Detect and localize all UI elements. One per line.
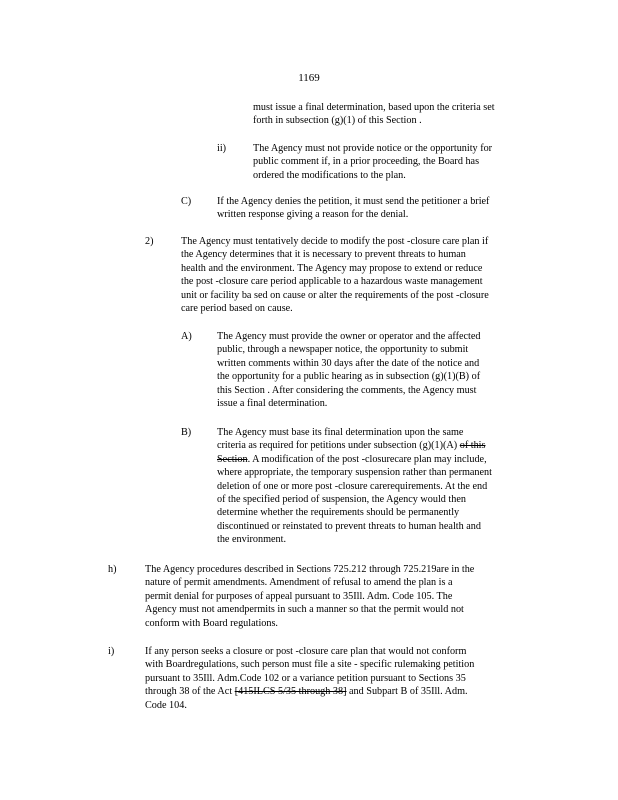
text-line xyxy=(217,453,532,466)
text-line: Agency must not amendpermits in such a manner so that the permit would not xyxy=(145,604,464,616)
paragraph-C xyxy=(217,195,539,222)
text-line: If the Agency denies the petition, it must send the petitioner a brief xyxy=(217,196,490,207)
paragraph-B xyxy=(217,426,532,547)
text-fragment: through 38 of the Act xyxy=(145,686,235,698)
paragraph-i xyxy=(145,645,535,712)
text-fragment: . A modification of the post -closurecare plan may include, xyxy=(247,453,487,465)
text-line: pursuant to 35Ill. Adm.Code 102 or a variance petition pursuant to Sections 35 xyxy=(145,672,466,684)
text-fragment: criteria as required for petitions under subsection (g)(1)(A) xyxy=(217,440,460,452)
text-line: discontinued or reinstated to prevent threats to human health and xyxy=(217,520,481,532)
text-line: The Agency must tentatively decide to modify the post -closure care plan if xyxy=(181,236,489,247)
text-line: The Agency must not provide notice or the opportunity for xyxy=(253,143,493,154)
struck-text: Section xyxy=(217,453,248,465)
text-line: health and the environment. The Agency may propose to extend or reduce xyxy=(181,262,483,274)
page-number: 1169 xyxy=(298,72,320,84)
text-line: The Agency procedures described in Sections 725.212 through 725.219are in the xyxy=(145,564,475,575)
text-line: the Agency determines that it is necessary to prevent threats to human xyxy=(181,249,466,261)
text-line: public, through a newspaper notice, the opportunity to submit xyxy=(217,344,469,356)
text-line: forth in subsection (g)(1) of this Section . xyxy=(253,115,422,127)
text-line: unit or facility ba sed on cause or alter the requirements of the post -closure xyxy=(181,289,489,301)
text-line: permit denial for purposes of appeal pursuant to 35Ill. Adm. Code 105. The xyxy=(145,590,453,602)
text-line: The Agency must provide the owner or operator and the affected xyxy=(217,331,481,342)
item-label-ii: ii) xyxy=(217,143,227,154)
item-label-B: B) xyxy=(181,427,192,438)
text-line: this Section . After considering the comments, the Agency must xyxy=(217,384,477,396)
struck-text: [415ILCS 5/35 through 38] xyxy=(234,686,347,698)
text-line: Code 104. xyxy=(145,699,187,711)
text-line: ordered the modifications to the plan. xyxy=(253,169,406,181)
paragraph-ii xyxy=(253,142,538,182)
item-label-2: 2) xyxy=(145,236,154,247)
paragraph-2 xyxy=(181,235,543,315)
text-line xyxy=(145,685,535,698)
item-label-h: h) xyxy=(108,564,117,575)
text-line: deletion of one or more post -closure carerequirements. At the end xyxy=(217,480,488,492)
paragraph-continuation xyxy=(253,101,538,128)
text-line: care period based on cause. xyxy=(181,303,293,315)
text-line: nature of permit amendments. Amendment of refusal to amend the plan is a xyxy=(145,577,453,589)
text-line: issue a final determination. xyxy=(217,398,328,410)
text-line: with Boardregulations, such person must file a site - specific rulemaking petition xyxy=(145,659,475,671)
text-line: the opportunity for a public hearing as in subsection (g)(1)(B) of xyxy=(217,371,481,383)
text-line: must issue a final determination, based upon the criteria set xyxy=(253,102,495,113)
paragraph-A xyxy=(217,330,525,410)
item-label-A: A) xyxy=(181,331,192,342)
text-line: written response giving a reason for the denial. xyxy=(217,209,409,221)
text-line: conform with Board regulations. xyxy=(145,617,278,629)
item-label-C: C) xyxy=(181,196,192,207)
text-line xyxy=(217,439,532,452)
paragraph-h xyxy=(145,563,535,630)
text-line: where appropriate, the temporary suspension rather than permanent xyxy=(217,467,492,479)
text-line: written comments within 30 days after the date of the notice and xyxy=(217,357,480,369)
text-line: the post -closure care period applicable to a hazardous waste management xyxy=(181,276,483,288)
text-line: of the specified period of suspension, the Agency would then xyxy=(217,494,466,506)
text-line: determine whether the requirements should be permanently xyxy=(217,507,460,519)
text-line: If any person seeks a closure or post -closure care plan that would not conform xyxy=(145,646,467,657)
text-line: public comment if, in a prior proceeding, the Board has xyxy=(253,156,480,168)
item-label-i: i) xyxy=(108,646,115,657)
text-fragment: and Subpart B of 35Ill. Adm. xyxy=(346,686,468,698)
text-line: the environment. xyxy=(217,534,287,546)
text-line: The Agency must base its final determination upon the same xyxy=(217,427,464,438)
struck-text: of this xyxy=(459,440,486,452)
